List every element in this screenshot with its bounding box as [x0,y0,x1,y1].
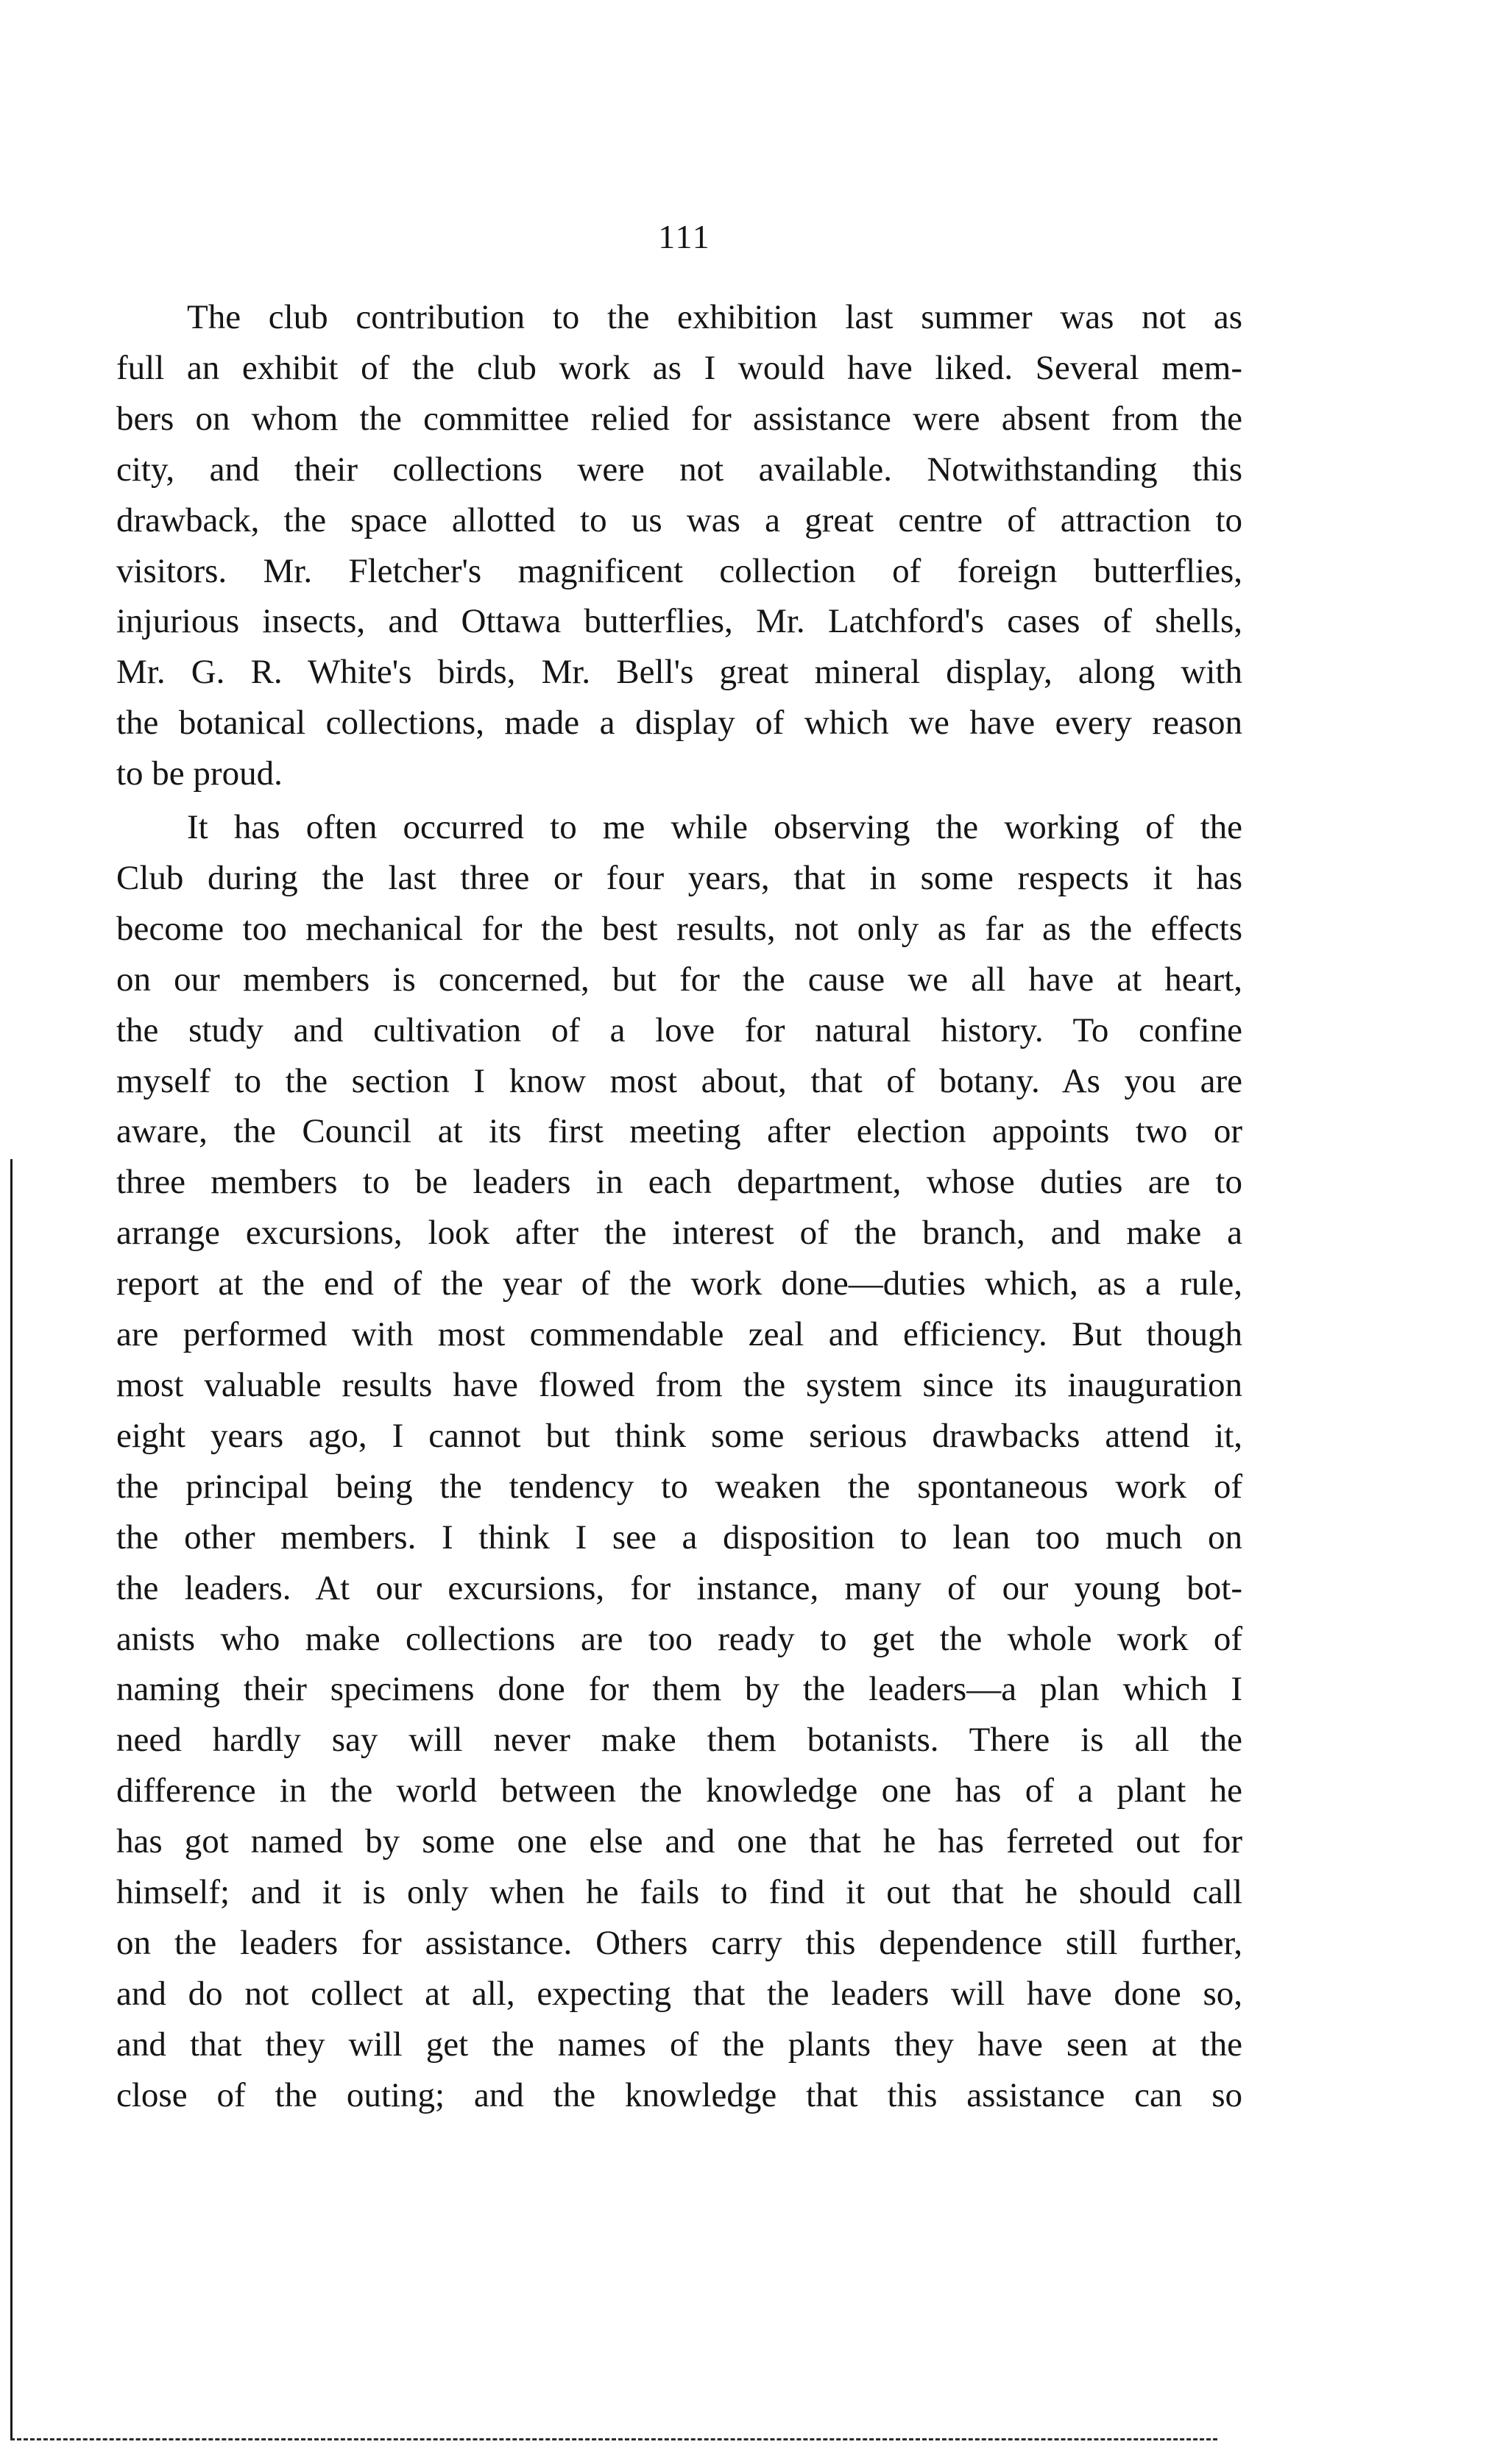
text-line: It has often occurred to me while observing the working of the [187,808,1242,846]
page-number: 111 [658,218,711,255]
text-line: anists who make collections are too ready to get the whole work of [116,1619,1242,1658]
text-line: become too mechanical for the best results, not only as far as the effects [116,909,1242,948]
text-line: injurious insects, and Ottawa butterflies, Mr. Latchford's cases of shells, [116,602,1242,641]
text-line: visitors. Mr. Fletcher's magnificent collection of foreign butterflies, [116,551,1242,590]
text-line: close of the outing; and the knowledge that this assistance can so [116,2075,1242,2114]
text-line: on the leaders for assistance. Others carry this dependence still further, [116,1923,1242,1962]
paragraph-exhibition [116,292,1242,799]
text-line: to be proud. [116,754,283,793]
text-line: naming their specimens done for them by the leaders—a plan which I [116,1670,1242,1709]
text-line: and do not collect at all, expecting that the leaders will have done so, [116,1974,1242,2013]
text-line: are performed with most commendable zeal and efficiency. But though [116,1315,1242,1354]
text-line: the leaders. At our excursions, for instance, many of our young bot- [116,1568,1242,1607]
text-line: the principal being the tendency to weaken the spontaneous work of [116,1467,1242,1506]
text-line: three members to be leaders in each department, whose duties are to [116,1163,1242,1202]
text-line: most valuable results have flowed from the system since its inauguration [116,1365,1242,1404]
text-line: city, and their collections were not available. Notwithstanding this [116,450,1242,489]
text-line: the study and cultivation of a love for natural history. To confine [116,1010,1242,1049]
text-line: the botanical collections, made a display of which we have every reason [116,704,1242,743]
text-line: on our members is concerned, but for the cause we all have at heart, [116,960,1242,999]
text-line: bers on whom the committee relied for assistance were absent from the [116,399,1242,438]
paragraph-club-working [116,802,1242,2121]
text-line: drawback, the space allotted to us was a great centre of attraction to [116,500,1242,539]
scan-margin-line [10,1159,13,2440]
text-line: aware, the Council at its first meeting after election appoints two or [116,1112,1242,1151]
text-line: full an exhibit of the club work as I would have liked. Several mem- [116,348,1242,387]
text-line: himself; and it is only when he fails to find it out that he should call [116,1873,1242,1912]
text-line: has got named by some one else and one that he has ferreted out for [116,1822,1242,1861]
text-line: and that they will get the names of the plants they have seen at the [116,2025,1242,2064]
text-line: Mr. G. R. White's birds, Mr. Bell's great mineral display, along with [116,653,1242,692]
text-line: need hardly say will never make them botanists. There is all the [116,1721,1242,1760]
text-line: myself to the section I know most about, that of botany. As you are [116,1061,1242,1100]
text-line: Club during the last three or four years, that in some respects it has [116,858,1242,897]
text-line: report at the end of the year of the work done—duties which, as a rule, [116,1264,1242,1303]
text-line: difference in the world between the knowledge one has of a plant he [116,1771,1242,1810]
text-line: arrange excursions, look after the interest of the branch, and make a [116,1214,1242,1253]
text-line: eight years ago, I cannot but think some serious drawbacks attend it, [116,1416,1242,1455]
text-line: the other members. I think I see a disposition to lean too much on [116,1518,1242,1557]
scan-bottom-line [10,2438,1217,2440]
text-line: The club contribution to the exhibition last summer was not as [187,298,1242,336]
